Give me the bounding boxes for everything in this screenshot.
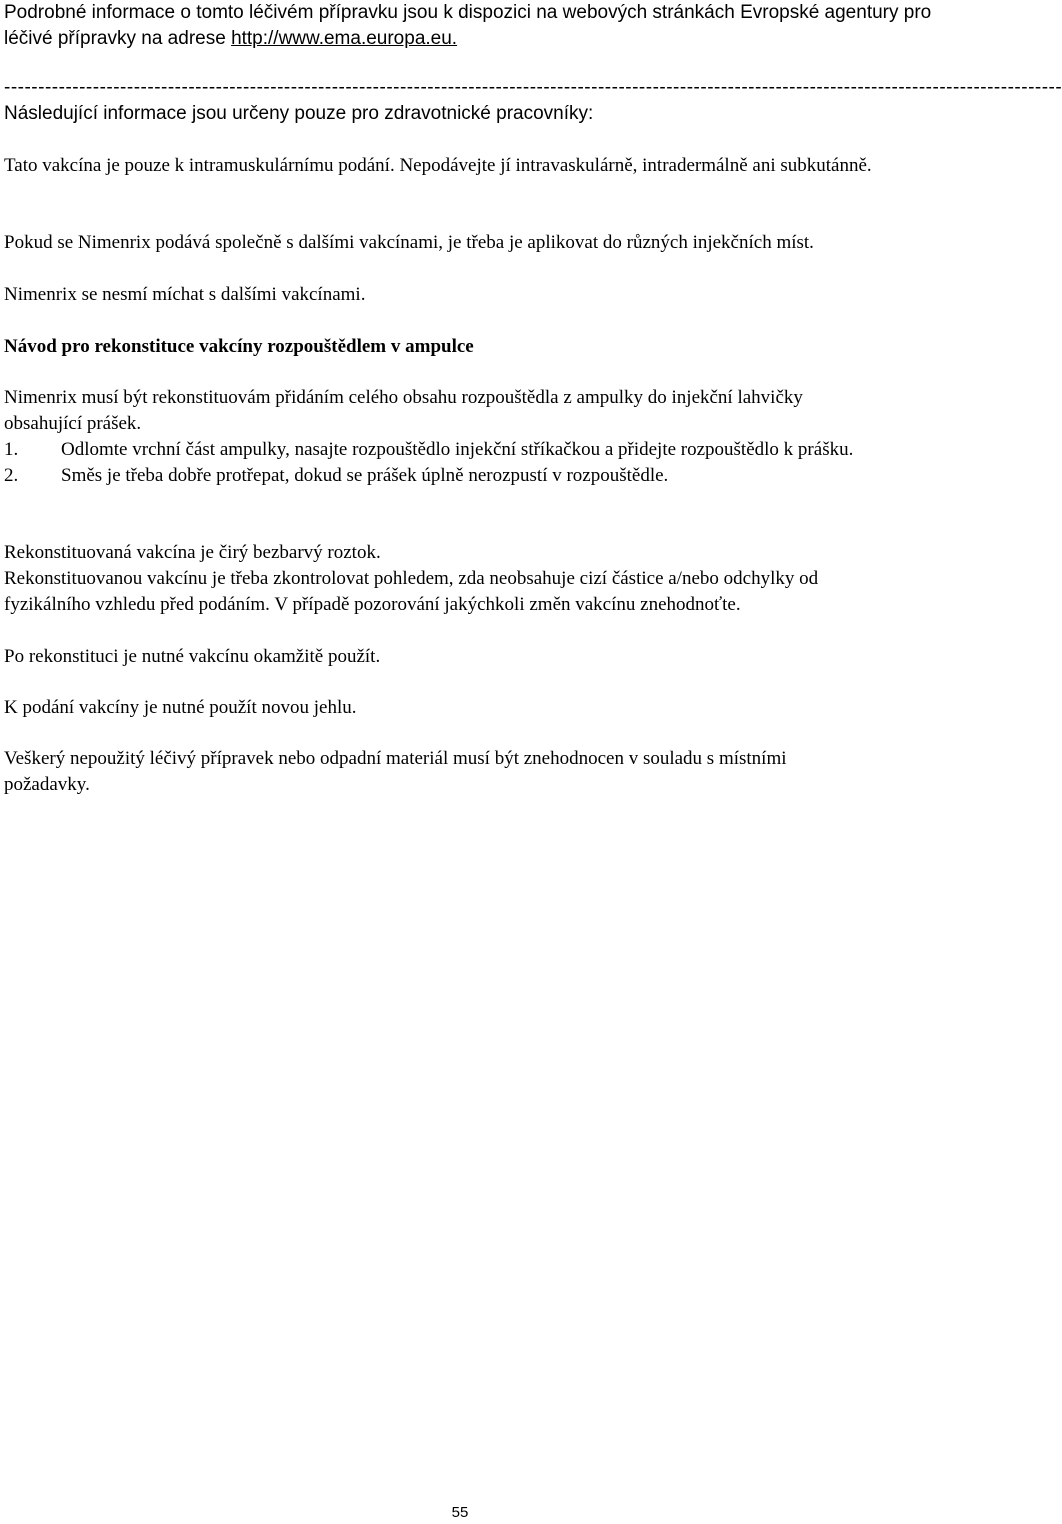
- use-immediately-paragraph: Po rekonstituci je nutné vakcínu okamžitě použít.: [4, 646, 381, 667]
- intro-text: Podrobné informace o tomto léčivém přípravku jsou k dispozici na webových stránkách Evropské agentury pro léčivé přípravky na adrese: [4, 2, 932, 49]
- separator-line: -----------------------------------------------------------------------------------------------------------------------------------------------------------: [4, 77, 1062, 98]
- list-item: [4, 437, 916, 463]
- page-number: 55: [451, 1504, 469, 1521]
- ema-website-link[interactable]: http://www.ema.europa.eu.: [231, 28, 458, 49]
- reconstitution-intro: Nimenrix musí být rekonstituovám přidáním celého obsahu rozpouštědla z ampulky do injekční lahvičky obsahující prášek.: [4, 387, 803, 434]
- mixing-paragraph: Nimenrix se nesmí míchat s dalšími vakcínami.: [4, 284, 366, 305]
- reconstituted-appearance: Rekonstituovaná vakcína je čirý bezbarvý roztok.: [4, 542, 381, 563]
- disposal-paragraph: Veškerý nepoužitý léčivý přípravek nebo odpadní materiál musí být znehodnocen v souladu s místními požadavky.: [4, 748, 787, 795]
- step-text: Odlomte vrchní část ampulky, nasajte rozpouštědlo injekční stříkačkou a přidejte rozpouštědlo k prášku.: [61, 439, 854, 460]
- reconstitution-heading: Návod pro rekonstituce vakcíny rozpouštědlem v ampulce: [4, 336, 474, 357]
- new-needle-paragraph: K podání vakcíny je nutné použít novou jehlu.: [4, 697, 357, 718]
- step-number: 2.: [4, 465, 19, 486]
- intro-paragraph: [4, 0, 954, 52]
- list-item: [4, 463, 954, 489]
- step-text: Směs je třeba dobře protřepat, dokud se prášek úplně nerozpustí v rozpouštědle.: [61, 465, 669, 486]
- reconstitution-steps: [4, 437, 954, 489]
- visual-inspection-paragraph: Rekonstituovanou vakcínu je třeba zkontrolovat pohledem, zda neobsahuje cizí částice a/nebo odchylky od fyzikálního vzhledu před podáním. V případě pozorování jakýchkoli změn vakcínu znehodnoťte.: [4, 568, 819, 615]
- step-number: 1.: [4, 439, 19, 460]
- administration-route-paragraph: Tato vakcína je pouze k intramuskulárnímu podání. Nepodávejte jí intravaskulárně, intradermálně ani subkutánně.: [4, 155, 872, 176]
- co-administration-paragraph: Pokud se Nimenrix podává společně s dalšími vakcínami, je třeba je aplikovat do různých injekčních míst.: [4, 232, 814, 253]
- hcp-notice: Následující informace jsou určeny pouze pro zdravotnické pracovníky:: [4, 103, 594, 124]
